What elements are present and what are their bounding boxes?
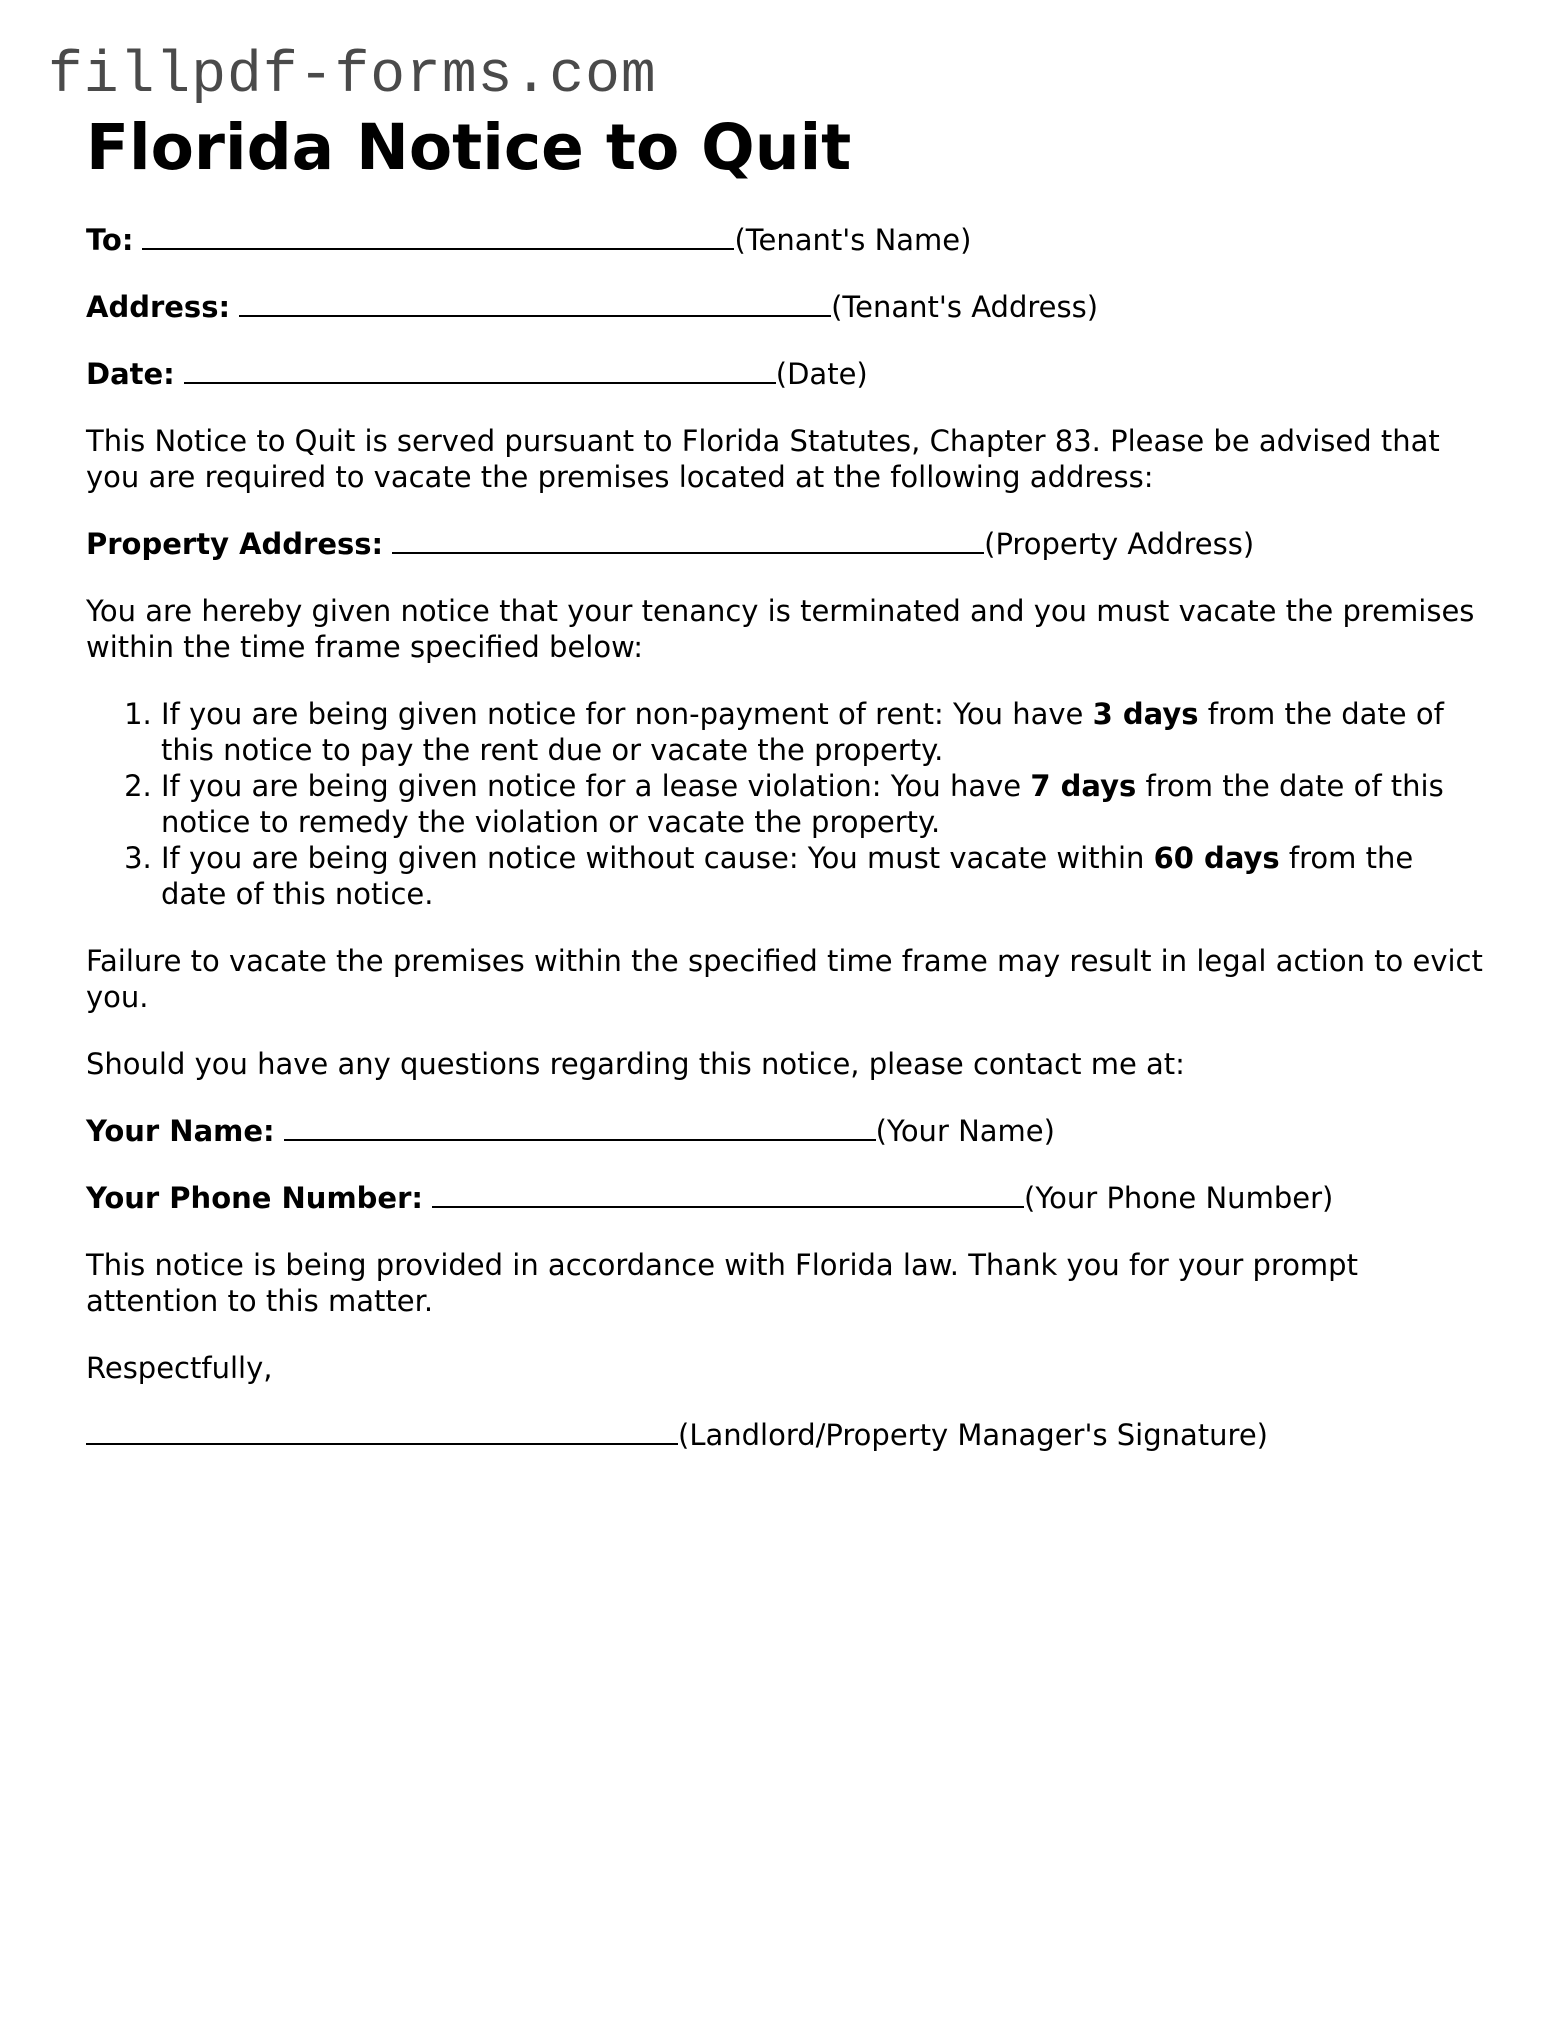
date-field: [86, 356, 1486, 392]
tenant-address-field: [86, 289, 1486, 325]
your-phone-label: Your Phone Number:: [86, 1181, 423, 1215]
days-highlight: 3 days: [1092, 697, 1199, 731]
date-blank[interactable]: [184, 381, 776, 384]
property-address-label: Property Address:: [86, 527, 384, 561]
your-name-label: Your Name:: [86, 1114, 275, 1148]
page-title: Florida Notice to Quit: [86, 111, 852, 184]
tenant-name-hint: (Tenant's Name): [734, 223, 972, 257]
document-page: [86, 108, 1486, 1484]
tenant-name-field: [86, 222, 1486, 258]
signature-field: [86, 1417, 1486, 1453]
intro-paragraph: This Notice to Quit is served pursuant to Florida Statutes, Chapter 83. Please be advised that you are required to vacate the premises located at the following address:: [86, 424, 1440, 494]
list-item: 2. If you are being given notice for a lease violation: You have 7 days from the date of this notice to remedy the violation or vacate the property.: [161, 768, 1486, 840]
days-highlight: 7 days: [1030, 769, 1137, 803]
property-address-blank[interactable]: [392, 551, 984, 554]
date-hint: (Date): [775, 357, 868, 391]
questions-paragraph: Should you have any questions regarding this notice, please contact me at:: [86, 1047, 1185, 1081]
property-address-hint: (Property Address): [984, 527, 1255, 561]
your-name-hint: (Your Name): [875, 1114, 1055, 1148]
list-item: 3. If you are being given notice without cause: You must vacate within 60 days from the date of this notice.: [161, 840, 1486, 912]
tenant-address-hint: (Tenant's Address): [831, 290, 1099, 324]
signature-blank[interactable]: [86, 1442, 678, 1445]
notice-paragraph: You are hereby given notice that your tenancy is terminated and you must vacate the premises within the time frame specified below:: [86, 594, 1475, 664]
tenant-address-label: Address:: [86, 290, 231, 324]
signature-hint: (Landlord/Property Manager's Signature): [678, 1418, 1268, 1452]
list-item: 1. If you are being given notice for non-payment of rent: You have 3 days from the date of this notice to pay the rent due or vacate the property.: [161, 696, 1486, 768]
failure-paragraph: Failure to vacate the premises within the specified time frame may result in legal action to evict you.: [86, 944, 1483, 1014]
closing-paragraph: This notice is being provided in accordance with Florida law. Thank you for your prompt attention to this matter.: [86, 1248, 1358, 1318]
tenant-name-blank[interactable]: [142, 247, 734, 250]
terms-list: [86, 696, 1486, 912]
tenant-name-label: To:: [86, 223, 134, 257]
your-phone-field: [86, 1180, 1486, 1216]
date-label: Date:: [86, 357, 175, 391]
regards-text: Respectfully,: [86, 1351, 273, 1385]
property-address-field: [86, 526, 1486, 562]
watermark-text: fillpdf-forms.com: [48, 44, 657, 109]
your-name-field: [86, 1113, 1486, 1149]
your-phone-blank[interactable]: [432, 1205, 1024, 1208]
your-name-blank[interactable]: [284, 1138, 876, 1141]
days-highlight: 60 days: [1153, 841, 1280, 875]
your-phone-hint: (Your Phone Number): [1024, 1181, 1334, 1215]
tenant-address-blank[interactable]: [239, 314, 831, 317]
